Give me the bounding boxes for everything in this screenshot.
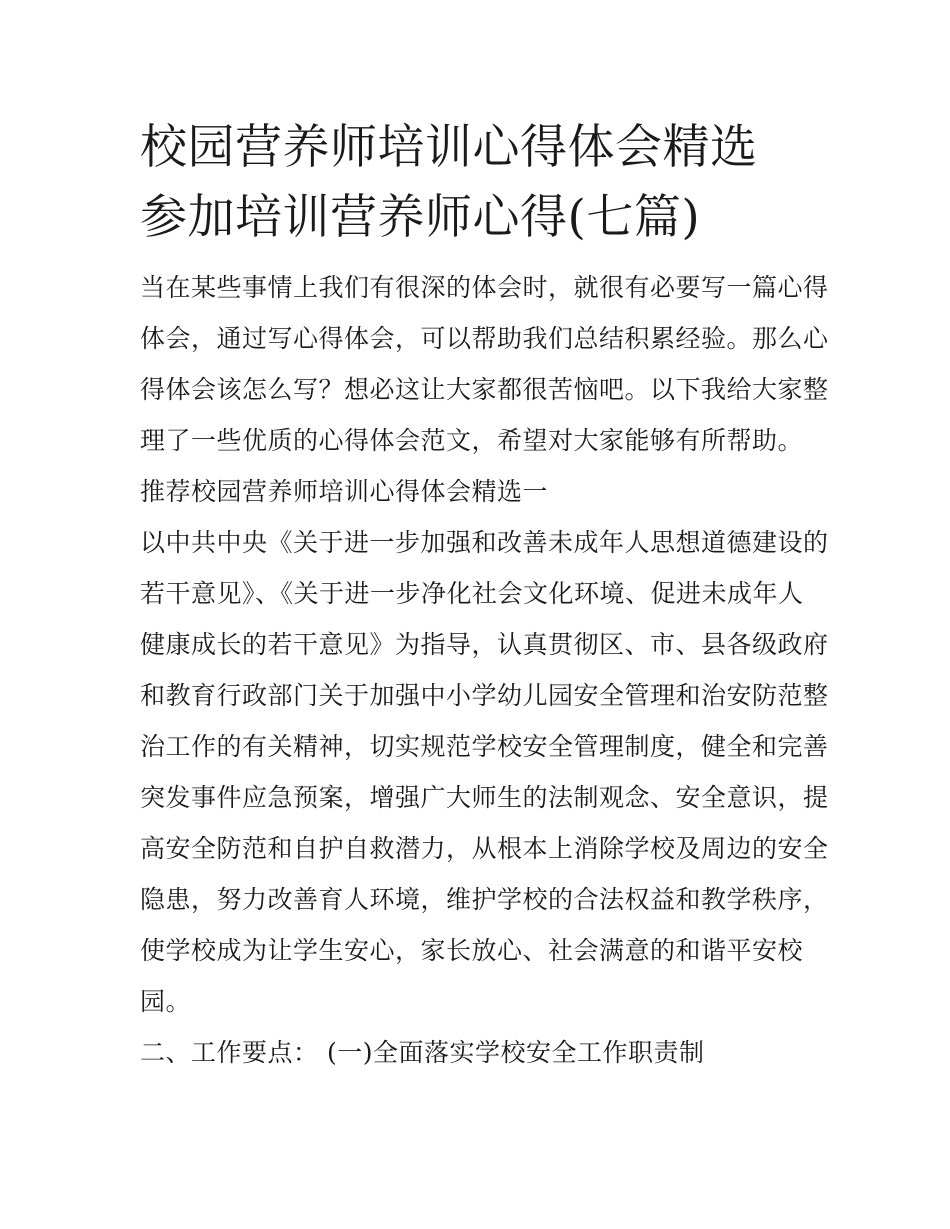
body-line: 园。 bbox=[140, 987, 192, 1016]
body-paragraph bbox=[140, 517, 829, 1027]
intro-line: 得体会该怎么写？想必这让大家都很苦恼吧。以下我给大家整 bbox=[140, 375, 829, 404]
body-line: 健康成长的若干意见》为指导，认真贯彻区、市、县各级政府 bbox=[140, 630, 829, 659]
work-points-text: 二、工作要点： (一)全面落实学校安全工作职责制 bbox=[140, 1038, 705, 1067]
body-line: 若干意见》、《关于进一步净化社会文化环境、促进未成年人 bbox=[140, 579, 804, 608]
title-line-1: 校园营养师培训心得体会精选 bbox=[140, 120, 758, 175]
body-line: 以中共中央《关于进一步加强和改善未成年人思想道德建设的 bbox=[140, 528, 829, 557]
section-heading-text: 推荐校园营养师培训心得体会精选一 bbox=[140, 477, 549, 506]
intro-paragraph bbox=[140, 262, 829, 466]
body-line: 突发事件应急预案，增强广大师生的法制观念、安全意识，提 bbox=[140, 783, 829, 812]
document-page bbox=[140, 118, 829, 1078]
intro-line: 体会，通过写心得体会，可以帮助我们总结积累经验。那么心 bbox=[140, 324, 829, 353]
body-line: 治工作的有关精神，切实规范学校安全管理制度，健全和完善 bbox=[140, 732, 829, 761]
title-line-2: 参加培训营养师心得(七篇) bbox=[140, 190, 701, 245]
body-line: 高安全防范和自护自救潜力，从根本上消除学校及周边的安全 bbox=[140, 834, 829, 863]
section-heading bbox=[140, 466, 810, 517]
body-line: 隐患，努力改善育人环境，维护学校的合法权益和教学秩序， bbox=[140, 885, 829, 914]
body-line: 使学校成为让学生安心，家长放心、社会满意的和谐平安校 bbox=[140, 936, 804, 965]
intro-line: 理了一些优质的心得体会范文，希望对大家能够有所帮助。 bbox=[140, 426, 804, 455]
work-points-heading bbox=[140, 1027, 810, 1078]
document-title bbox=[140, 118, 810, 248]
body-line: 和教育行政部门关于加强中小学幼儿园安全管理和治安防范整 bbox=[140, 681, 829, 710]
intro-line: 当在某些事情上我们有很深的体会时，就很有必要写一篇心得 bbox=[140, 273, 829, 302]
